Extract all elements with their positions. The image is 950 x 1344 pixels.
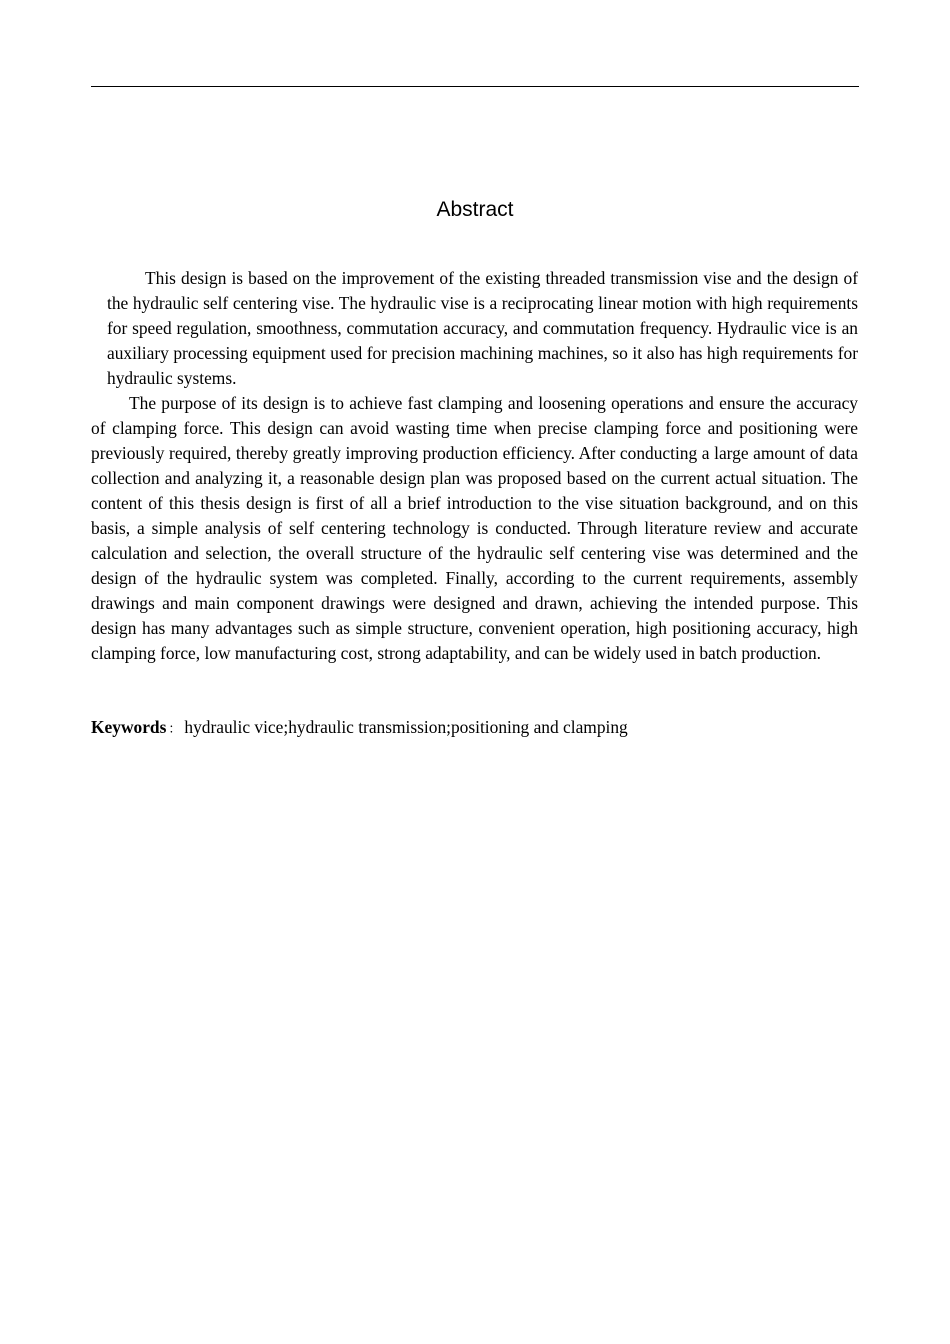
keywords-text: hydraulic vice;hydraulic transmission;positioning and clamping	[184, 717, 628, 737]
abstract-title: Abstract	[436, 198, 514, 221]
abstract-paragraph-1: This design is based on the improvement of the existing threaded transmission vise and the design of the hydraulic self centering vise. The hydraulic vise is a reciprocating linear motion with high requirements for speed regulation, smoothness, commutation accuracy, and commutation frequency. Hydraulic vice is an auxiliary processing equipment used for precision machining machines, so it also has high requirements for hydraulic systems.	[107, 268, 858, 388]
keywords-line	[91, 715, 858, 742]
keywords-separator: ：	[168, 722, 182, 737]
abstract-paragraph-2: The purpose of its design is to achieve fast clamping and loosening operations and ensure the accuracy of clamping force. This design can avoid wasting time when precise clamping force and positioning were previously required, thereby greatly improving production efficiency. After conducting a large amount of data collection and analyzing it, a reasonable design plan was proposed based on the current actual situation. The content of this thesis design is first of all a brief introduction to the vise situation background, and on this basis, a simple analysis of self centering technology is conducted. Through literature review and accurate calculation and selection, the overall structure of the hydraulic self centering vise was determined and the design of the hydraulic system was completed. Finally, according to the current requirements, assembly drawings and main component drawings were designed and drawn, achieving the intended purpose. This design has many advantages such as simple structure, convenient operation, high positioning accuracy, high clamping force, low manufacturing cost, strong adaptability, and can be widely used in batch production.	[91, 393, 858, 663]
header-rule	[91, 86, 859, 87]
keywords-label: Keywords	[91, 717, 167, 737]
